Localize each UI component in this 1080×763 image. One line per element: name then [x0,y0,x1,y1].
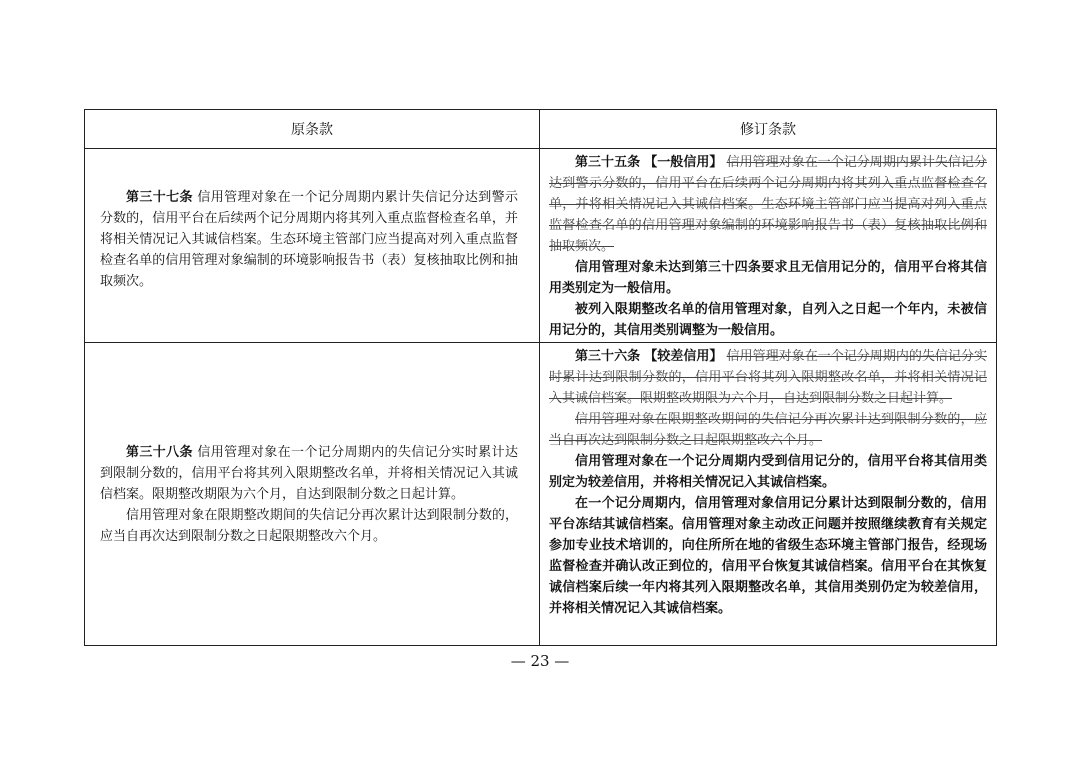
revised-paragraph: 信用管理对象在一个记分周期内受到信用记分的，信用平台将其信用类别定为较差信用，并将相关情况记入其诚信档案。 [549,454,987,490]
revised-article-35-cell [540,149,997,343]
deleted-text: 信用管理对象在一个记分周期内的失信记分实时累计达到限制分数的，信用平台将其列入限期整改名单，并将相关情况记入其诚信档案。限期整改期限为六个月，自达到限制分数之日起计算。 [549,349,987,406]
table-row [85,149,997,343]
revised-article-36-cell [540,343,997,646]
article-number: 第三十八条 [126,444,193,460]
deleted-paragraph: 信用管理对象在限期整改期间的失信记分再次累计达到限制分数的，应当自再次达到限制分数之日起限期整改六个月。 [549,412,987,448]
page-number: — 23 — [510,652,570,670]
revised-paragraph: 被列入限期整改名单的信用管理对象，自列入之日起一个年内，未被信用记分的，其信用类别调整为一般信用。 [549,302,987,338]
article-number: 第三十五条 [575,155,641,170]
article-number: 第三十六条 [575,349,641,364]
revised-article-35-heading [549,152,987,257]
original-article-38-paragraph-2: 信用管理对象在限期整改期间的失信记分再次累计达到限制分数的，应当自再次达到限制分数之日起限期整改六个月。 [100,507,518,544]
table-row [85,343,997,646]
header-original-clause: 原条款 [85,110,540,149]
article-title: 【较差信用】 [644,349,723,364]
revised-paragraph: 信用管理对象未达到第三十四条要求且无信用记分的，信用平台将其信用类别定为一般信用。 [549,260,987,296]
revised-paragraph: 在一个记分周期内，信用管理对象信用记分累计达到限制分数的，信用平台冻结其诚信档案。信用管理对象主动改正问题并按照继续教育有关规定参加专业技术培训的，向住所所在地的省级生态环境主管部门报告，经现场监督检查并确认改正到位的，信用平台恢复其诚信档案。信用平台在其恢复诚信档案后续一年内将其列入限期整改名单，其信用类别仍定为较差信用，并将相关情况记入其诚信档案。 [549,496,987,616]
article-number: 第三十七条 [126,189,193,205]
deleted-text: 信用管理对象在一个记分周期内累计失信记分达到警示分数的，信用平台在后续两个记分周期内将其列入重点监督检查名单，并将相关情况记入其诚信档案。生态环境主管部门应当提高对列入重点监督检查名单的信用管理对象编制的环境影响报告书（表）复核抽取比例和抽取频次。 [549,155,987,254]
original-article-38-text: 第三十八条 信用管理对象在一个记分周期内的失信记分实时累计达到限制分数的，信用平台将其列入限期整改名单，并将相关情况记入其诚信档案。限期整改期限为六个月，自达到限制分数之日起计算。 [100,444,518,502]
original-article-38-cell [85,343,540,646]
original-article-37-text: 第三十七条 信用管理对象在一个记分周期内累计失信记分达到警示分数的，信用平台在后续两个记分周期内将其列入重点监督检查名单，并将相关情况记入其诚信档案。生态环境主管部门应当提高对列入重点监督检查名单的信用管理对象编制的环境影响报告书（表）复核抽取比例和抽取频次。 [100,189,518,289]
table-header-row [85,110,997,149]
header-revised-clause: 修订条款 [540,110,997,149]
original-article-37-cell [85,149,540,343]
comparison-table [84,109,997,646]
revised-article-36-heading [549,346,987,409]
article-title: 【一般信用】 [644,155,723,170]
